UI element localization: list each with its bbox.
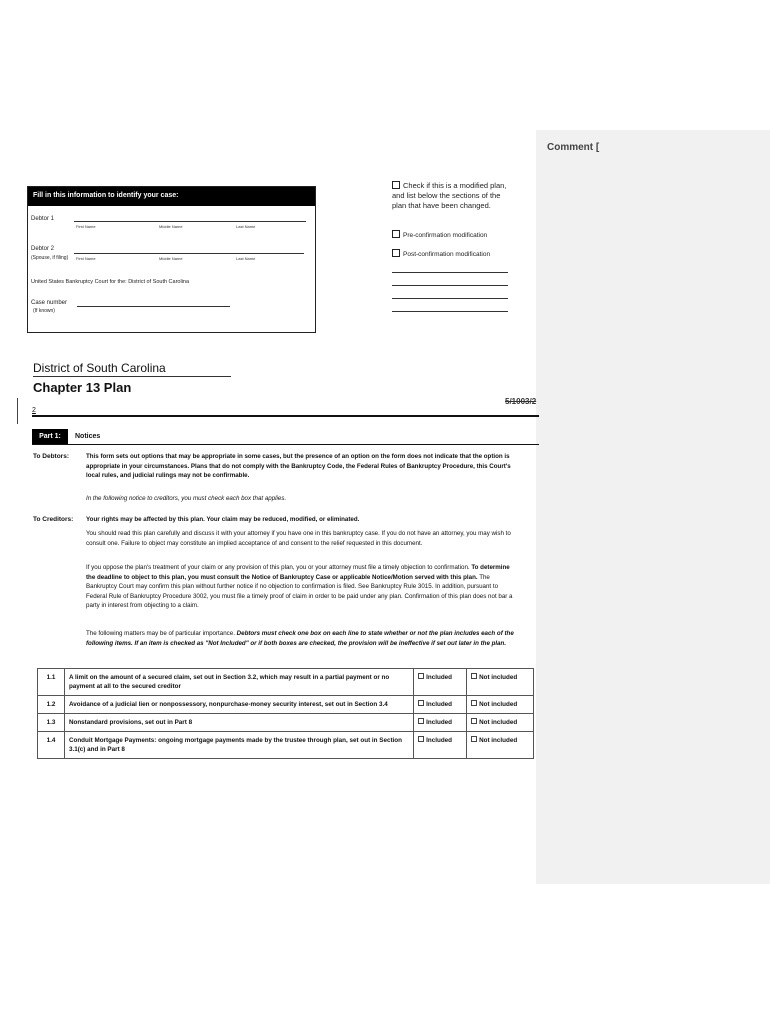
item-number: 1.4: [38, 732, 65, 759]
debtor1-middle-name-caption: Middle Name: [159, 224, 183, 229]
debtor1-last-name-caption: Last Name: [236, 224, 256, 229]
included-option[interactable]: [414, 696, 467, 714]
table-row: [38, 714, 534, 732]
modified-plan-label: Check if this is a modified plan, and list below the sections of the plan that have been changed.: [392, 181, 507, 210]
included-checkbox[interactable]: [418, 736, 424, 742]
court-text: United States Bankruptcy Court for the: District of South Carolina: [31, 279, 190, 285]
idbox-header: Fill in this information to identify your case:: [28, 187, 315, 206]
item-description: Nonstandard provisions, set out in Part 8: [64, 714, 413, 732]
included-label: Included: [426, 737, 453, 744]
part1-title: Notices: [75, 433, 101, 440]
district-rule: [33, 376, 231, 377]
included-label: Included: [426, 719, 453, 726]
not-included-label: Not included: [479, 737, 518, 744]
included-label: Included: [426, 674, 453, 681]
included-checkbox[interactable]: [418, 718, 424, 724]
item-number: 1.3: [38, 714, 65, 732]
not-included-label: Not included: [479, 719, 518, 726]
debtor2-name-field[interactable]: [74, 253, 304, 254]
post-confirmation-label: Post-confirmation modification: [403, 251, 491, 258]
debtor1-first-name-caption: First Name: [76, 224, 96, 229]
spouse-label: (Spouse, if filing): [31, 255, 69, 261]
case-number-field[interactable]: [77, 306, 230, 307]
included-option[interactable]: [414, 732, 467, 759]
not-included-label: Not included: [479, 701, 518, 708]
creditors-p3-intro: The following matters may be of particular importance.: [86, 630, 235, 637]
pre-confirmation-checkbox[interactable]: [392, 230, 400, 238]
plan-items-table: [37, 668, 534, 759]
creditors-p2-rest: The Bankruptcy Court may confirm this plan without further notice if no objection to confirmation is filed. See Bankruptcy Rule 3015. In addition, pursuant to Federal Rule of Bankruptcy Procedure 3002, you must file a timely proof of claim in order to be paid under any plan. Confirmation of this plan does not bar a party in interest from objecting to a claim.: [86, 573, 513, 610]
to-debtors-label: To Debtors:: [33, 453, 69, 460]
following-notice-text: In the following notice to creditors, you must check each box that applies.: [86, 495, 287, 502]
creditors-paragraph-1: You should read this plan carefully and discuss it with your attorney if you have one in this bankruptcy case. If you do not have an attorney, you may wish to consult one. Failure to object may constitute an implied acceptance of and consent to the relief requested in this document.: [86, 530, 511, 547]
table-row: [38, 732, 534, 759]
item-description: Avoidance of a judicial lien or nonpossessory, nonpurchase-money security interest, set out in Section 3.4: [64, 696, 413, 714]
creditors-heading: Your rights may be affected by this plan. Your claim may be reduced, modified, or eliminated.: [86, 516, 360, 523]
debtor2-last-name-caption: Last Name: [236, 256, 256, 261]
not-included-checkbox[interactable]: [471, 673, 477, 679]
post-confirmation-checkbox[interactable]: [392, 249, 400, 257]
modified-section-line-3[interactable]: [392, 298, 508, 299]
page-mark: 2: [32, 407, 36, 414]
creditors-paragraph-3: [86, 629, 514, 648]
not-included-option[interactable]: [467, 669, 534, 696]
debtor2-label: Debtor 2: [31, 246, 55, 252]
modified-section-line-4[interactable]: [392, 311, 508, 312]
table-row: [38, 669, 534, 696]
page-title: Chapter 13 Plan: [33, 380, 132, 395]
pre-confirmation-label: Pre-confirmation modification: [403, 232, 488, 239]
not-included-option[interactable]: [467, 732, 534, 759]
item-number: 1.2: [38, 696, 65, 714]
pre-confirmation-row[interactable]: [392, 230, 487, 241]
included-label: Included: [426, 701, 453, 708]
comment-title: Comment [: [547, 142, 600, 153]
debtor2-middle-name-caption: Middle Name: [159, 256, 183, 261]
debtor1-name-field[interactable]: [74, 221, 306, 222]
district-heading: District of South Carolina: [33, 361, 166, 375]
included-option[interactable]: [414, 669, 467, 696]
modified-plan-checkbox-row[interactable]: [392, 181, 516, 211]
included-checkbox[interactable]: [418, 700, 424, 706]
version-date: 5/1003/2: [505, 397, 537, 406]
creditors-p2-intro: If you oppose the plan's treatment of your claim or any provision of this plan, you or your attorney must file a timely objection to confirmation.: [86, 564, 470, 571]
not-included-option[interactable]: [467, 696, 534, 714]
post-confirmation-row[interactable]: [392, 249, 490, 260]
modified-section-line-2[interactable]: [392, 285, 508, 286]
creditors-p2-deadline: To determine the deadline to object to this plan, you must consult the Notice of Bankruptcy Case or applicable Notice/Motion served with this plan.: [86, 564, 510, 581]
part1-label: Part 1:: [32, 429, 68, 444]
not-included-label: Not included: [479, 674, 518, 681]
to-creditors-label: To Creditors:: [33, 516, 74, 523]
table-row: [38, 696, 534, 714]
not-included-checkbox[interactable]: [471, 718, 477, 724]
creditors-paragraph-2: [86, 563, 514, 611]
item-number: 1.1: [38, 669, 65, 696]
title-rule: [32, 415, 539, 417]
not-included-checkbox[interactable]: [471, 700, 477, 706]
text-cursor: [17, 398, 18, 424]
part1-rule: [32, 444, 539, 445]
item-description: A limit on the amount of a secured claim, set out in Section 3.2, which may result in a partial payment or no payment at all to the secured creditor: [64, 669, 413, 696]
included-checkbox[interactable]: [418, 673, 424, 679]
not-included-checkbox[interactable]: [471, 736, 477, 742]
case-identification-box: [27, 186, 316, 333]
case-number-label: Case number: [31, 300, 68, 306]
not-included-option[interactable]: [467, 714, 534, 732]
if-known-label: (If known): [33, 308, 55, 314]
creditors-p3-instructions: Debtors must check one box on each line to state whether or not the plan includes each of the following items. If an item is checked as "Not Included" or if both boxes are checked, the provision will be ineffective if set out later in the plan.: [86, 630, 514, 647]
comment-pane: [536, 130, 770, 884]
debtor1-label: Debtor 1: [31, 216, 55, 222]
debtor2-first-name-caption: First Name: [76, 256, 96, 261]
included-option[interactable]: [414, 714, 467, 732]
item-description: Conduit Mortgage Payments: ongoing mortgage payments made by the trustee through plan, set out in Section 3.1(c) and in Part 8: [64, 732, 413, 759]
modified-section-line-1[interactable]: [392, 272, 508, 273]
modified-plan-checkbox[interactable]: [392, 181, 400, 189]
to-debtors-text: This form sets out options that may be appropriate in some cases, but the presence of an option on the form does not indicate that the option is appropriate in your circumstances. Plans that do not comply with the Bankruptcy Code, the Federal Rules of Bankruptcy Procedure, this Court's local rules, and judicial rulings may not be confirmable.: [86, 453, 511, 480]
